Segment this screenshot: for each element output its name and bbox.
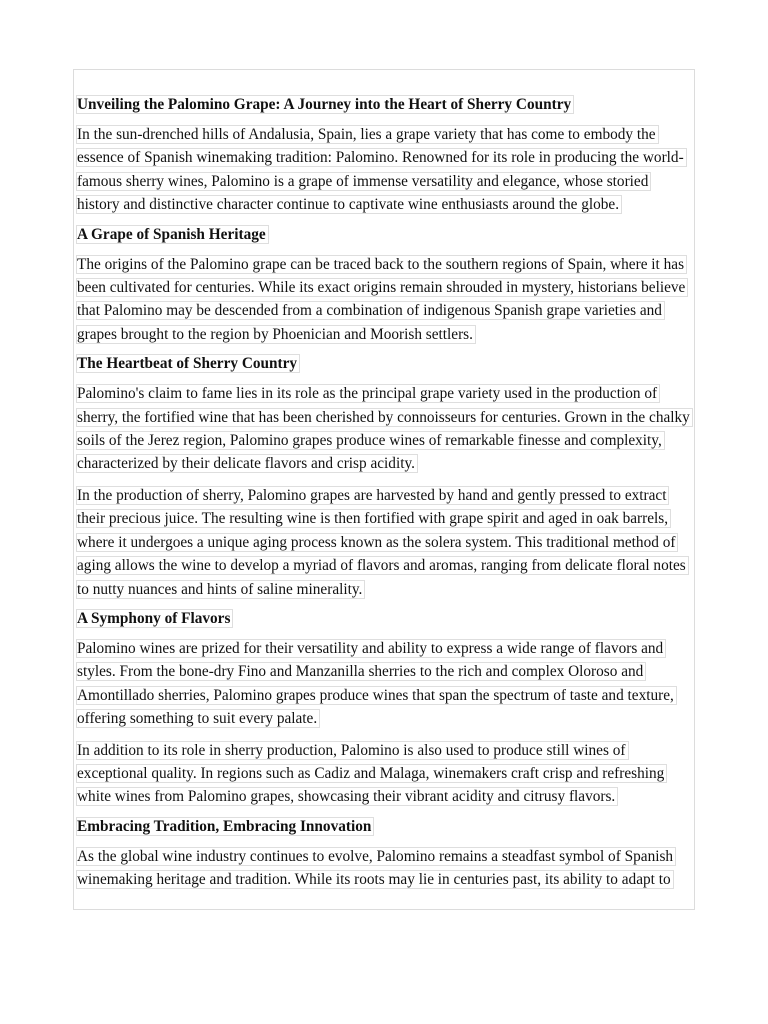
document-page [73,69,695,910]
flavors-paragraph-2 [77,739,693,809]
paragraph-text: In addition to its role in sherry production, Palomino is also used to produce still wines of exceptional quality. In regions such as Cadiz and Malaga, winemakers craft crisp and refreshing white wines from Palomino grapes, showcasing their vibrant acidity and citrusy flavors. [77,741,665,806]
section-heading-flavors [77,609,693,629]
sherry-paragraph-1 [77,382,693,476]
article-title [77,95,693,115]
document-content [77,95,693,900]
flavors-paragraph-1 [77,637,693,731]
section-heading-text: The Heartbeat of Sherry Country [77,355,298,373]
paragraph-text: As the global wine industry continues to evolve, Palomino remains a steadfast symbol of Spanish winemaking heritage and tradition. While its roots may lie in centuries past, its ability to adapt to [77,847,674,889]
paragraph-text: In the production of sherry, Palomino grapes are harvested by hand and gently pressed to extract their precious juice. The resulting wine is then fortified with grape spirit and aged in oak barrels, where it undergoes a unique aging process known as the solera system. This traditional method of aging allows the wine to develop a myriad of flavors and aromas, ranging from delicate floral notes to nutty nuances and hints of saline minerality. [77,486,686,598]
section-heading-tradition [77,817,693,837]
paragraph-text: Palomino wines are prized for their versatility and ability to express a wide range of flavors and styles. From the bone-dry Fino and Manzanilla sherries to the rich and complex Oloroso and Amontillado sherries, Palomino grapes produce wines that span the spectrum of taste and texture, offering something to suit every palate. [77,639,674,728]
tradition-paragraph [77,845,693,892]
sherry-paragraph-2 [77,484,693,601]
intro-paragraph [77,123,693,217]
section-heading-text: A Symphony of Flavors [77,609,231,627]
article-title-text: Unveiling the Palomino Grape: A Journey into the Heart of Sherry Country [77,96,572,113]
paragraph-text: The origins of the Palomino grape can be traced back to the southern regions of Spain, where it has been cultivated for centuries. While its exact origins remain shrouded in mystery, historians believe that Palomino may be descended from a combination of indigenous Spanish grape varieties and grapes brought to the region by Phoenician and Moorish settlers. [77,255,686,343]
paragraph-text: Palomino's claim to fame lies in its role as the principal grape variety used in the production of sherry, the fortified wine that has been cherished by connoisseurs for centuries. Grown in the chalky soils of the Jerez region, Palomino grapes produce wines of remarkable finesse and complexity, characterized by their delicate flavors and crisp acidity. [77,385,690,473]
section-heading-heritage [77,225,693,245]
paragraph-text: In the sun-drenched hills of Andalusia, Spain, lies a grape variety that has come to embody the essence of Spanish winemaking tradition: Palomino. Renowned for its role in producing the world-famous sherry wines, Palomino is a grape of immense versatility and elegance, whose storied history and distinctive character continue to captivate wine enthusiasts around the globe. [77,126,684,214]
heritage-paragraph [77,253,693,347]
section-heading-sherry-country [77,354,693,374]
section-heading-text: A Grape of Spanish Heritage [77,225,266,243]
section-heading-text: Embracing Tradition, Embracing Innovation [77,817,372,835]
